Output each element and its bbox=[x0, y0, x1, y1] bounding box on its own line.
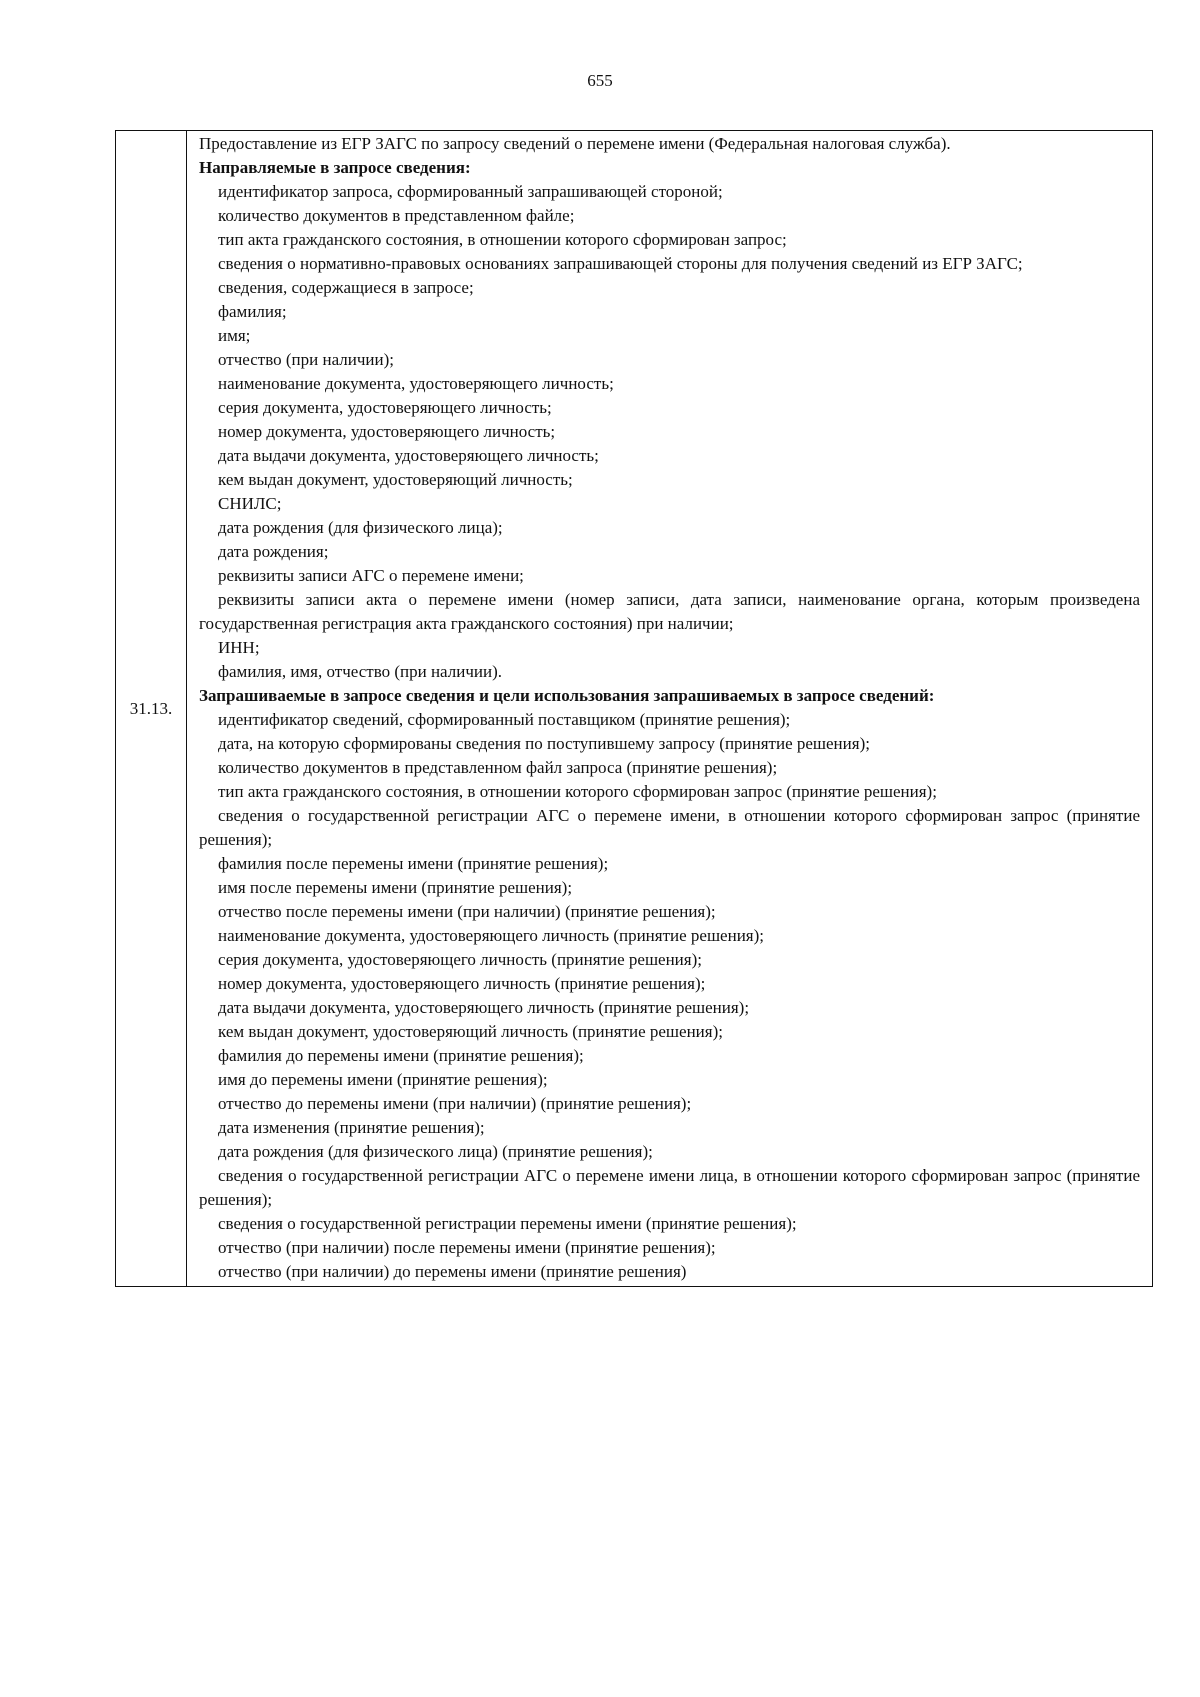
list-item: отчество (при наличии) до перемены имени (принятие решения) bbox=[218, 1262, 687, 1281]
list-item: дата выдачи документа, удостоверяющего личность; bbox=[218, 446, 599, 465]
list-item: номер документа, удостоверяющего личность (принятие решения); bbox=[218, 974, 706, 993]
list-item: дата изменения (принятие решения); bbox=[218, 1118, 485, 1137]
table-row bbox=[116, 131, 1153, 1287]
page-number: 655 bbox=[587, 71, 613, 90]
list-item: кем выдан документ, удостоверяющий личность; bbox=[218, 470, 573, 489]
sent-heading: Направляемые в запросе сведения: bbox=[199, 158, 471, 177]
list-item: отчество после перемены имени (при наличии) (принятие решения); bbox=[218, 902, 716, 921]
sent-list bbox=[199, 180, 1140, 684]
row-number-cell bbox=[116, 131, 187, 1287]
list-item: имя до перемены имени (принятие решения); bbox=[218, 1070, 548, 1089]
list-item: идентификатор сведений, сформированный поставщиком (принятие решения); bbox=[218, 710, 791, 729]
list-item: сведения о государственной регистрации АГС о перемене имени лица, в отношении которого сформирован запрос (принятие решения); bbox=[199, 1166, 1140, 1209]
list-item: сведения о государственной регистрации перемены имени (принятие решения); bbox=[218, 1214, 797, 1233]
list-item: сведения о нормативно-правовых основаниях запрашивающей стороны для получения сведений из ЕГР ЗАГС; bbox=[218, 254, 1023, 273]
list-item: фамилия после перемены имени (принятие решения); bbox=[218, 854, 609, 873]
list-item: количество документов в представленном файле; bbox=[218, 206, 575, 225]
list-item: номер документа, удостоверяющего личность; bbox=[218, 422, 556, 441]
list-item: тип акта гражданского состояния, в отношении которого сформирован запрос; bbox=[218, 230, 787, 249]
list-item: сведения, содержащиеся в запросе; bbox=[218, 278, 474, 297]
list-item: дата рождения; bbox=[218, 542, 329, 561]
list-item: количество документов в представленном файл запроса (принятие решения); bbox=[218, 758, 778, 777]
list-item: фамилия; bbox=[218, 302, 287, 321]
list-item: наименование документа, удостоверяющего личность (принятие решения); bbox=[218, 926, 764, 945]
list-item: имя; bbox=[218, 326, 251, 345]
list-item: отчество (при наличии); bbox=[218, 350, 394, 369]
list-item: имя после перемены имени (принятие решения); bbox=[218, 878, 573, 897]
list-item: кем выдан документ, удостоверяющий личность (принятие решения); bbox=[218, 1022, 723, 1041]
list-item: дата выдачи документа, удостоверяющего личность (принятие решения); bbox=[218, 998, 750, 1017]
list-item: серия документа, удостоверяющего личность; bbox=[218, 398, 552, 417]
list-item: ИНН; bbox=[218, 638, 260, 657]
list-item: сведения о государственной регистрации АГС о перемене имени, в отношении которого сформирован запрос (принятие решения); bbox=[199, 806, 1140, 849]
requested-heading: Запрашиваемые в запросе сведения и цели использования запрашиваемых в запросе сведений: bbox=[199, 686, 935, 705]
list-item: дата рождения (для физического лица); bbox=[218, 518, 503, 537]
list-item: отчество до перемены имени (при наличии) (принятие решения); bbox=[218, 1094, 692, 1113]
list-item: отчество (при наличии) после перемены имени (принятие решения); bbox=[218, 1238, 716, 1257]
list-item: наименование документа, удостоверяющего личность; bbox=[218, 374, 614, 393]
list-item: реквизиты записи АГС о перемене имени; bbox=[218, 566, 524, 585]
row-title: Предоставление из ЕГР ЗАГС по запросу сведений о перемене имени (Федеральная налоговая служба). bbox=[199, 134, 951, 153]
list-item: дата, на которую сформированы сведения по поступившему запросу (принятие решения); bbox=[218, 734, 870, 753]
registry-table bbox=[115, 130, 1153, 1287]
list-item: фамилия до перемены имени (принятие решения); bbox=[218, 1046, 584, 1065]
list-item: идентификатор запроса, сформированный запрашивающей стороной; bbox=[218, 182, 723, 201]
requested-list bbox=[199, 708, 1140, 1284]
list-item: реквизиты записи акта о перемене имени (номер записи, дата записи, наименование органа, которым произведена государственная регистрация акта гражданского состояния) при наличии; bbox=[199, 590, 1140, 633]
row-content-cell bbox=[187, 131, 1153, 1287]
row-number: 31.13. bbox=[129, 698, 173, 718]
list-item: серия документа, удостоверяющего личность (принятие решения); bbox=[218, 950, 702, 969]
list-item: тип акта гражданского состояния, в отношении которого сформирован запрос (принятие решения); bbox=[218, 782, 937, 801]
list-item: дата рождения (для физического лица) (принятие решения); bbox=[218, 1142, 653, 1161]
list-item: фамилия, имя, отчество (при наличии). bbox=[218, 662, 502, 681]
list-item: СНИЛС; bbox=[218, 494, 282, 513]
